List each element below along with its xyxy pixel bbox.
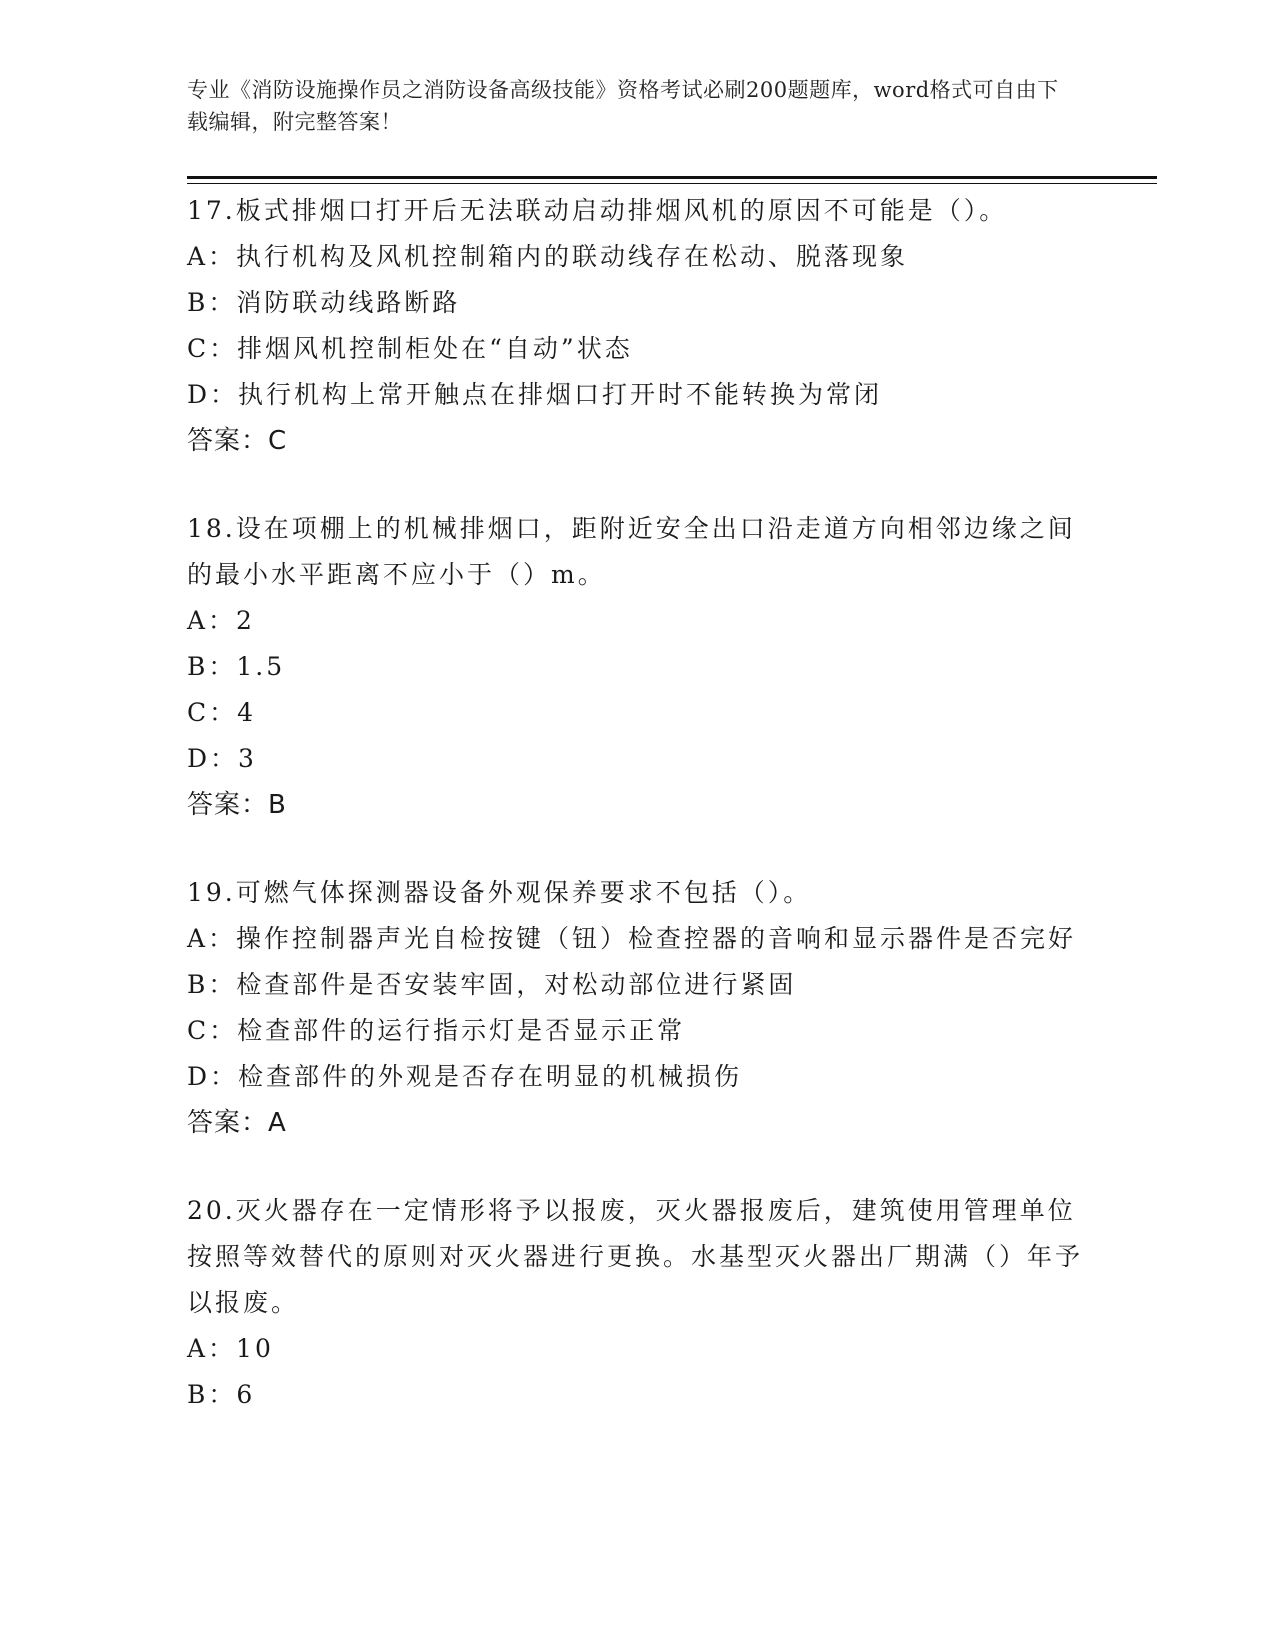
answer-label: 答案：B [187, 790, 287, 820]
question-stem: 17.板式排烟口打开后无法联动启动排烟风机的原因不可能是（）。 [187, 196, 1008, 225]
option-c: C：4 [187, 698, 257, 727]
option-a: A：执行机构及风机控制箱内的联动线存在松动、脱落现象 [187, 242, 909, 271]
option-b: B：消防联动线路断路 [187, 288, 461, 317]
question-20 [187, 1188, 1087, 1418]
option-b: B：6 [187, 1380, 256, 1409]
spacer [187, 828, 1087, 870]
spacer [187, 464, 1087, 506]
question-stem: 18.设在项棚上的机械排烟口，距附近安全出口沿走道方向相邻边缘之间的最小水平距离不应小于（）m。 [187, 514, 1076, 589]
spacer [187, 1146, 1087, 1188]
question-stem: 20.灭火器存在一定情形将予以报废，灭火器报废后，建筑使用管理单位按照等效替代的原则对灭火器进行更换。水基型灭火器出厂期满（）年予以报废。 [187, 1196, 1084, 1317]
option-d: D：执行机构上常开触点在排烟口打开时不能转换为常闭 [187, 380, 883, 409]
document-header: 专业《消防设施操作员之消防设备高级技能》资格考试必刷200题题库，word格式可自由下载编辑，附完整答案！ [187, 78, 1059, 134]
header-divider-thick [187, 176, 1157, 179]
question-19 [187, 870, 1087, 1146]
option-d: D：检查部件的外观是否存在明显的机械损伤 [187, 1062, 743, 1091]
option-b: B：检查部件是否安装牢固，对松动部位进行紧固 [187, 970, 797, 999]
option-c: C：检查部件的运行指示灯是否显示正常 [187, 1016, 686, 1045]
answer-label: 答案：A [187, 1108, 287, 1138]
question-stem: 19.可燃气体探测器设备外观保养要求不包括（）。 [187, 878, 812, 907]
option-b: B：1.5 [187, 652, 286, 681]
option-c: C：排烟风机控制柜处在“自动”状态 [187, 334, 633, 363]
question-17 [187, 188, 1087, 464]
option-a: A：2 [187, 606, 255, 635]
option-a: A：10 [187, 1334, 274, 1363]
option-a: A：操作控制器声光自检按键（钮）检查控器的音响和显示器件是否完好 [187, 924, 1077, 953]
answer-label: 答案：C [187, 426, 288, 456]
option-d: D：3 [187, 744, 257, 773]
question-list [187, 188, 1087, 1418]
question-18 [187, 506, 1087, 828]
header-divider-thin [187, 183, 1157, 184]
